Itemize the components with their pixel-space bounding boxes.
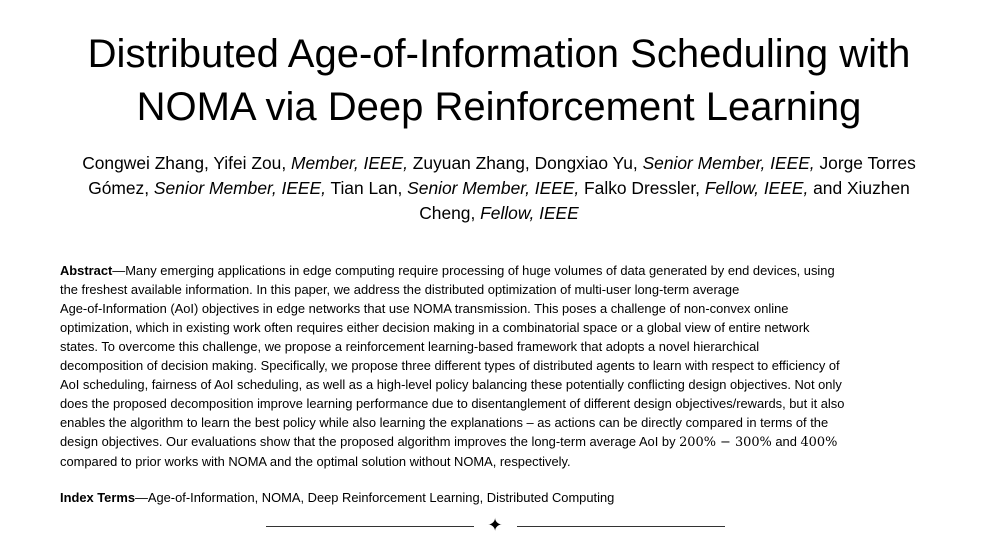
index-terms-label: Index Terms: [60, 490, 135, 505]
author-affiliation: Senior Member, IEEE,: [407, 178, 580, 198]
abstract-line: [60, 261, 940, 280]
abstract-line: enables the algorithm to learn the best policy while also learning the explanations – as actions can be directly compared in terms of the: [60, 415, 829, 430]
author-line-2: [14, 176, 984, 201]
paper-title: [0, 28, 998, 134]
author-affiliation: Senior Member, IEEE,: [153, 178, 326, 198]
author-segment: Congwei Zhang, Yifei Zou,: [82, 153, 291, 173]
abstract-line: states. To overcome this challenge, we propose a reinforcement learning-based framework that adopts a novel hierarchical: [60, 339, 760, 354]
paper-title-line-2: NOMA via Deep Reinforcement Learning: [136, 85, 862, 129]
abstract-text: design objectives. Our evaluations show that the proposed algorithm improves the long-term average AoI by: [60, 434, 680, 449]
paper-title-line-1: Distributed Age-of-Information Scheduling with: [87, 32, 911, 76]
index-terms-text: —Age-of-Information, NOMA, Deep Reinforcement Learning, Distributed Computing: [134, 490, 615, 505]
abstract-line: does the proposed decomposition improve learning performance due to disentanglement of different design objectives/rewards, but it also: [60, 396, 845, 411]
math-expression: 200% − 300%: [679, 435, 772, 450]
abstract-line: compared to prior works with NOMA and the optimal solution without NOMA, respectively.: [60, 454, 571, 469]
divider-rule-left: [266, 526, 474, 527]
abstract-line: Age-of-Information (AoI) objectives in edge networks that use NOMA transmission. This poses a challenge of non-convex online: [60, 301, 789, 316]
author-affiliation: Senior Member, IEEE,: [642, 153, 815, 173]
section-divider: [0, 516, 998, 536]
author-segment: Gómez,: [88, 178, 154, 198]
author-segment: Jorge Torres: [814, 153, 916, 173]
math-expression: 400%: [800, 435, 838, 450]
four-point-star-icon: ✦: [487, 515, 503, 536]
abstract-line: [60, 432, 940, 452]
author-affiliation: Member, IEEE,: [291, 153, 408, 173]
abstract: [60, 261, 940, 471]
abstract-text: and: [771, 434, 801, 449]
author-affiliation: Fellow, IEEE,: [704, 178, 809, 198]
abstract-label: Abstract: [60, 263, 113, 278]
abstract-line: the freshest available information. In this paper, we address the distributed optimization of multi-user long-term average: [60, 282, 740, 297]
author-list: [14, 151, 984, 226]
abstract-line: decomposition of decision making. Specifically, we propose three different types of distributed agents to learn with respect to efficiency of: [60, 358, 840, 373]
author-segment: Falko Dressler,: [579, 178, 705, 198]
author-segment: Tian Lan,: [325, 178, 408, 198]
author-segment: and Xiuzhen: [808, 178, 910, 198]
abstract-line: AoI scheduling, fairness of AoI scheduling, as well as a high-level policy balancing these potentially conflicting design objectives. Not only: [60, 377, 842, 392]
divider-rule-right: [517, 526, 725, 527]
author-line-3: [14, 201, 984, 226]
abstract-line: optimization, which in existing work often requires either decision making in a combinatorial space or a global view of entire network: [60, 320, 810, 335]
author-segment: Cheng,: [419, 203, 481, 223]
author-line-1: [14, 151, 984, 176]
index-terms: [60, 488, 940, 507]
abstract-text: —Many emerging applications in edge computing require processing of huge volumes of data generated by end devices, using: [112, 263, 835, 278]
author-affiliation: Fellow, IEEE: [480, 203, 579, 223]
author-segment: Zuyuan Zhang, Dongxiao Yu,: [407, 153, 643, 173]
